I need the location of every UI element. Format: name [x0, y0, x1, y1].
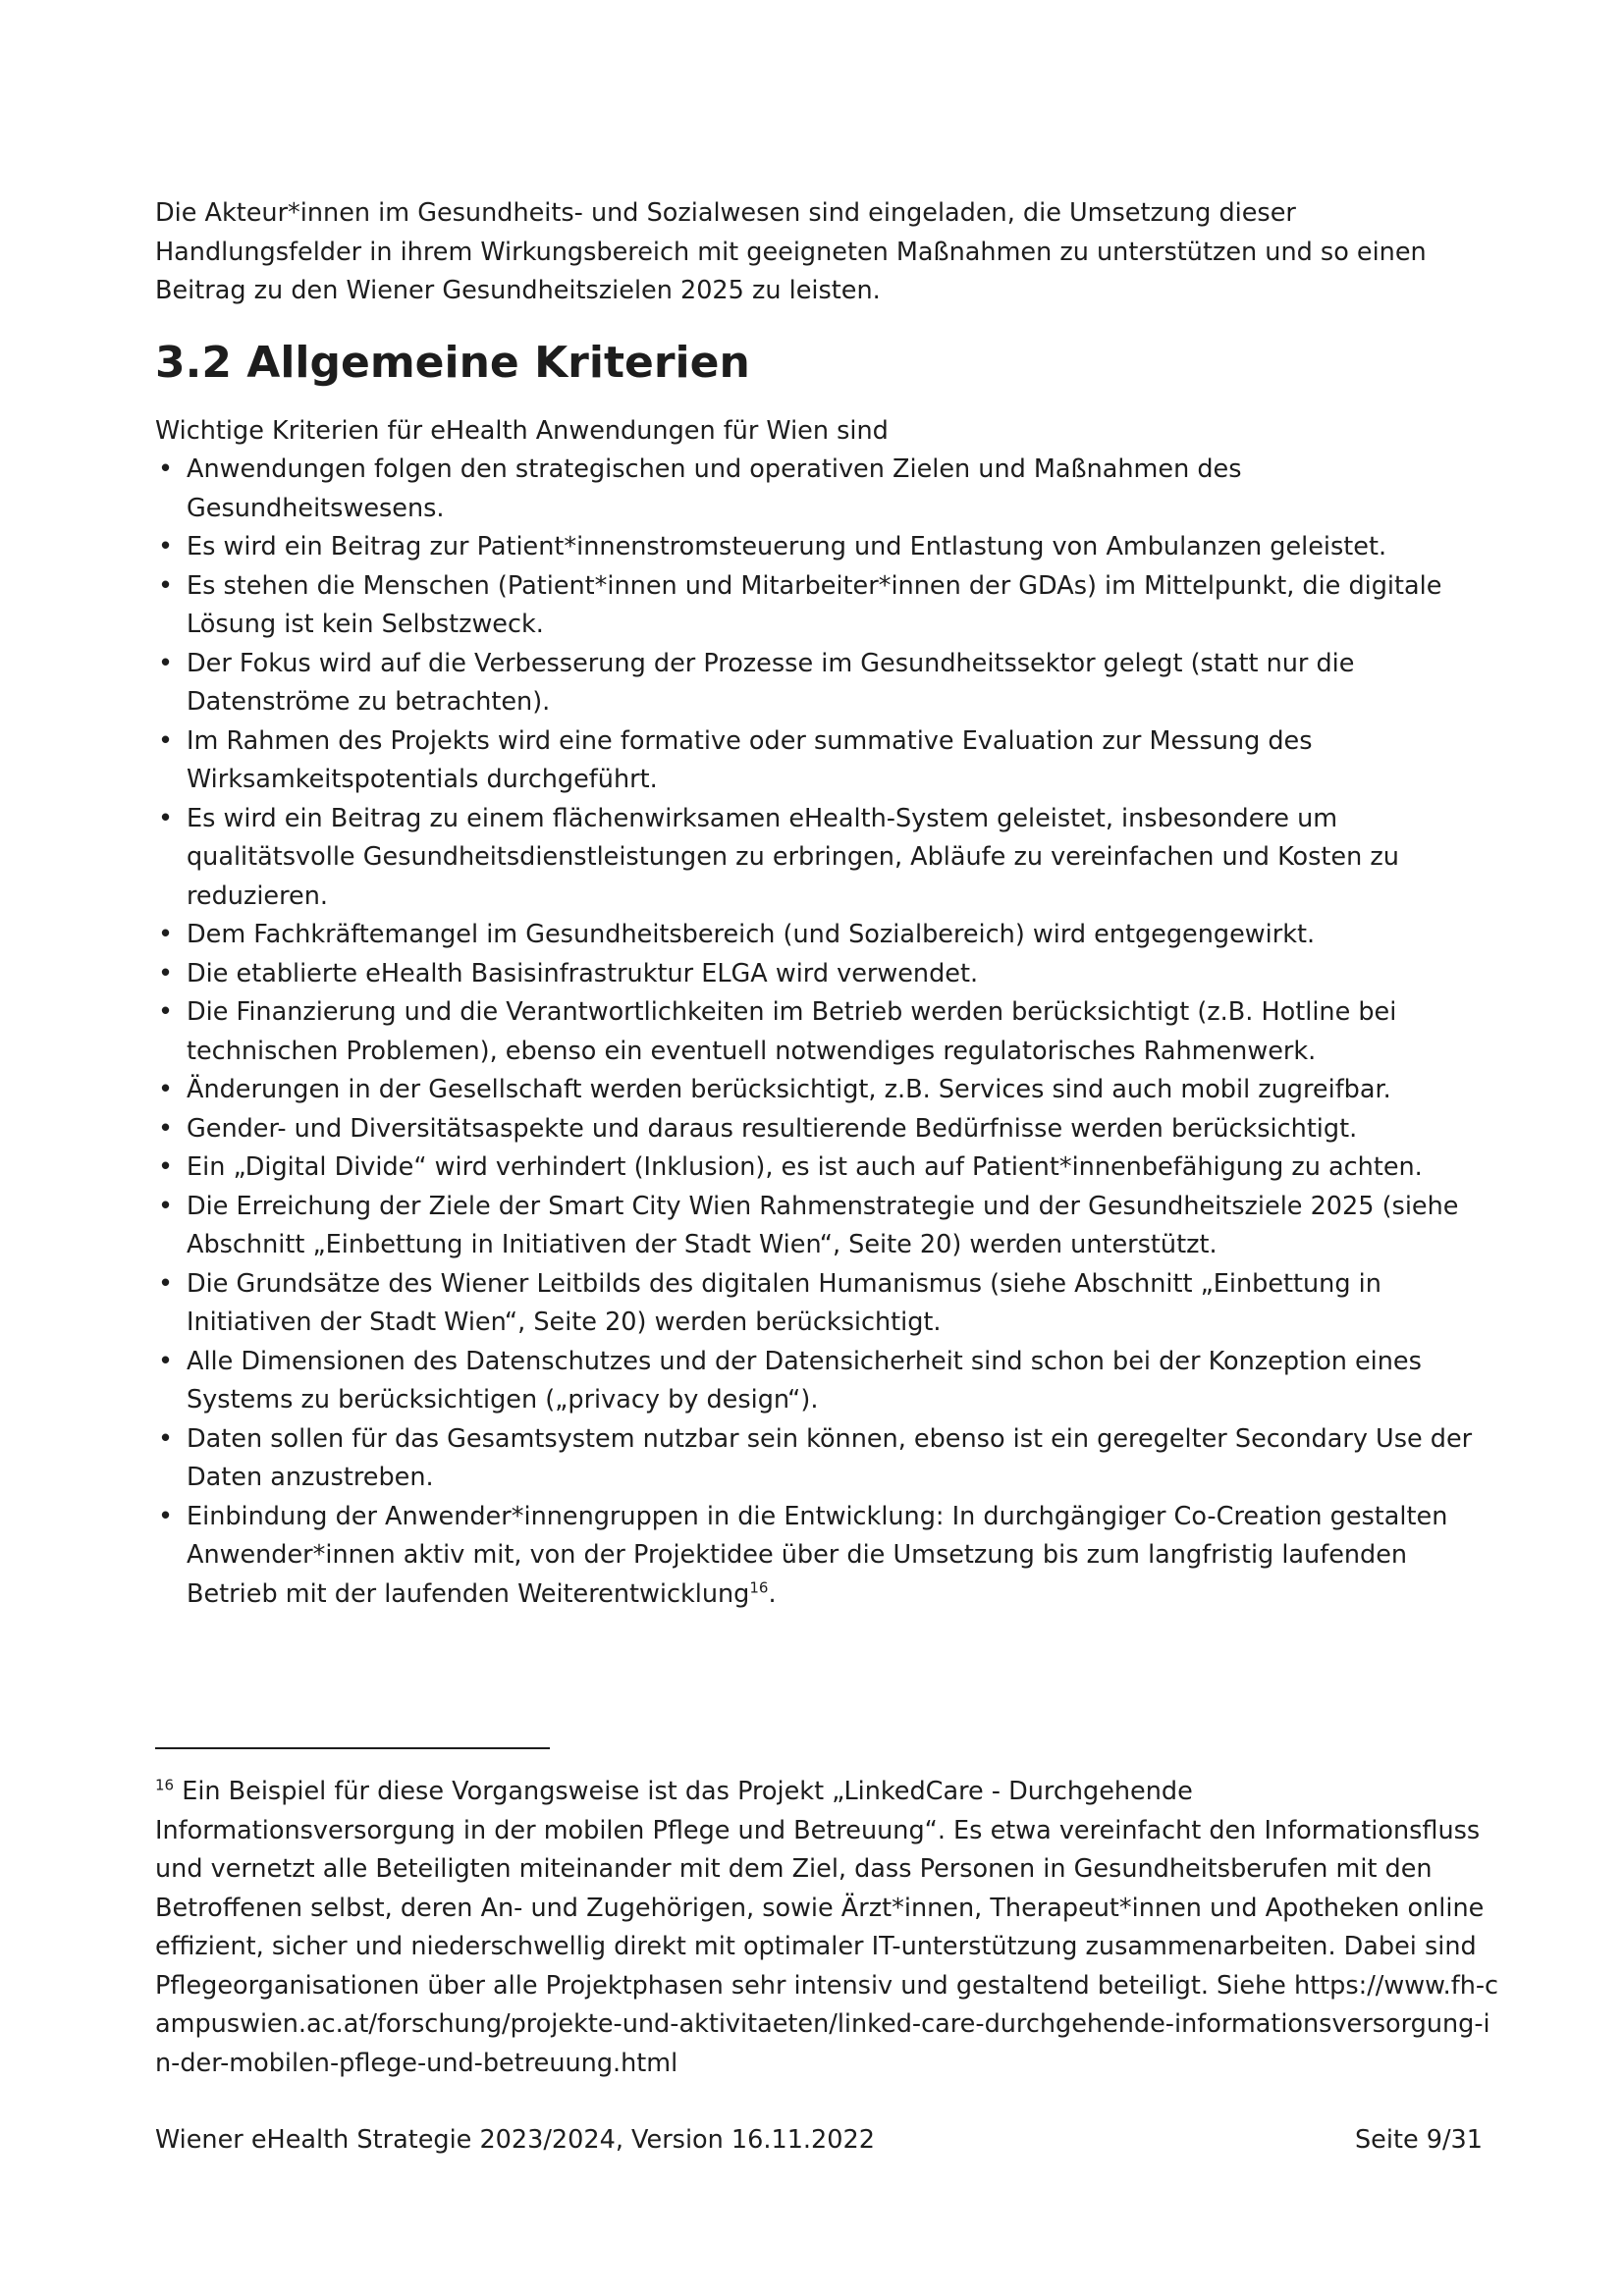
criteria-item: • Die etablierte eHealth Basisinfrastruktur ELGA wird verwendet. — [155, 955, 1500, 994]
criteria-item: • Die Grundsätze des Wiener Leitbilds des digitalen Humanismus (siehe Abschnitt „Einbettung in Initiativen der Stadt Wien“, Seite 20) werden berücksichtigt. — [155, 1265, 1500, 1343]
criteria-item: • Änderungen in der Gesellschaft werden berücksichtigt, z.B. Services sind auch mobil zugreifbar. — [155, 1071, 1500, 1110]
footnote-url[interactable]: https://www.fh-campuswien.ac.at/forschung/projekte-und-aktivitaeten/linked-care-durchgehende-informationsversorgung-in-der-mobilen-pflege-und-betreuung.html — [155, 1970, 1499, 2078]
intro-paragraph: Die Akteur*innen im Gesundheits- und Sozialwesen sind eingeladen, die Umsetzung dieser Handlungsfelder in ihrem Wirkungsbereich mit geeigneten Maßnahmen zu unterstützen und so einen Beitrag zu den Wiener Gesundheitszielen 2025 zu leisten. — [155, 198, 1427, 305]
criteria-lead: Wichtige Kriterien für eHealth Anwendungen für Wien sind — [155, 416, 889, 446]
criteria-item: • Dem Fachkräftemangel im Gesundheitsbereich (und Sozialbereich) wird entgegengewirkt. — [155, 916, 1500, 955]
footnote — [155, 1773, 1500, 2083]
footer-document-title: Wiener eHealth Strategie 2023/2024, Version 16.11.2022 — [155, 2125, 875, 2155]
footnote-text: Ein Beispiel für diese Vorgangsweise ist das Projekt „LinkedCare - Durchgehende Informationsversorgung in der mobilen Pflege und Betreuung“. Es etwa vereinfacht den Informationsfluss und vernetzt alle Beteiligten miteinander mit dem Ziel, dass Personen in Gesundheitsberufen mit den Betroffenen selbst, deren An- und Zugehörigen, sowie Ärzt*innen, Therapeut*innen und Apotheken online effizient, sicher und niederschwellig direkt mit optimaler IT-unterstützung zusammenarbeiten. Dabei sind Pflegeorganisationen über alle Projektphasen sehr intensiv und gestaltend beteiligt. Siehe — [155, 1777, 1485, 2001]
criteria-item: • Es wird ein Beitrag zur Patient*innenstromsteuerung und Entlastung von Ambulanzen geleistet. — [155, 528, 1500, 567]
criteria-item: • Alle Dimensionen des Datenschutzes und der Datensicherheit sind schon bei der Konzeption eines Systems zu berücksichtigen („privacy by design“). — [155, 1343, 1500, 1420]
criteria-item: • Gender- und Diversitätsaspekte und daraus resultierende Bedürfnisse werden berücksichtigt. — [155, 1110, 1500, 1149]
footer-page-number: Seite 9/31 — [1354, 2125, 1483, 2155]
footnote-divider — [155, 1747, 550, 1749]
criteria-item: • Ein „Digital Divide“ wird verhindert (Inklusion), es ist auch auf Patient*innenbefähigung zu achten. — [155, 1148, 1500, 1188]
footnote-reference[interactable]: 16 — [749, 1578, 769, 1596]
criteria-item: • Die Erreichung der Ziele der Smart City Wien Rahmenstrategie und der Gesundheitsziele 2025 (siehe Abschnitt „Einbettung in Initiativen der Stadt Wien“, Seite 20) werden unterstützt. — [155, 1188, 1500, 1265]
criteria-item: • Die Finanzierung und die Verantwortlichkeiten im Betrieb werden berücksichtigt (z.B. Hotline bei technischen Problemen), ebenso ein eventuell notwendiges regulatorisches Rahmenwerk. — [155, 993, 1500, 1071]
last-item-end: . — [768, 1578, 777, 1609]
criteria-item: • Im Rahmen des Projekts wird eine formative oder summative Evaluation zur Messung des Wirksamkeitspotentials durchgeführt. — [155, 722, 1500, 800]
criteria-item: • Daten sollen für das Gesamtsystem nutzbar sein können, ebenso ist ein geregelter Secondary Use der Daten anzustreben. — [155, 1420, 1500, 1498]
criteria-item: • Es wird ein Beitrag zu einem flächenwirksamen eHealth-System geleistet, insbesondere um qualitätsvolle Gesundheitsdienstleistungen zu erbringen, Abläufe zu vereinfachen und Kosten zu reduzieren. — [155, 800, 1500, 917]
criteria-item-last — [155, 1498, 1500, 1615]
criteria-item: • Anwendungen folgen den strategischen und operativen Zielen und Maßnahmen des Gesundheitswesens. — [155, 451, 1500, 528]
page-footer — [155, 2122, 1483, 2158]
criteria-list — [155, 451, 1500, 1614]
criteria-item: • Der Fokus wird auf die Verbesserung der Prozesse im Gesundheitssektor gelegt (statt nur die Datenströme zu betrachten). — [155, 645, 1500, 722]
section-heading: 3.2 Allgemeine Kriterien — [155, 338, 750, 388]
last-item-text: Einbindung der Anwender*innengruppen in die Entwicklung: In durchgängiger Co-Creation gestalten Anwender*innen aktiv mit, von der Projektidee über die Umsetzung bis zum langfristig laufenden Betrieb mit der laufenden Weiterentwicklung — [187, 1501, 1448, 1609]
footnote-marker: 16 — [155, 1776, 175, 1794]
criteria-item: • Es stehen die Menschen (Patient*innen und Mitarbeiter*innen der GDAs) im Mittelpunkt, die digitale Lösung ist kein Selbstzweck. — [155, 567, 1500, 645]
